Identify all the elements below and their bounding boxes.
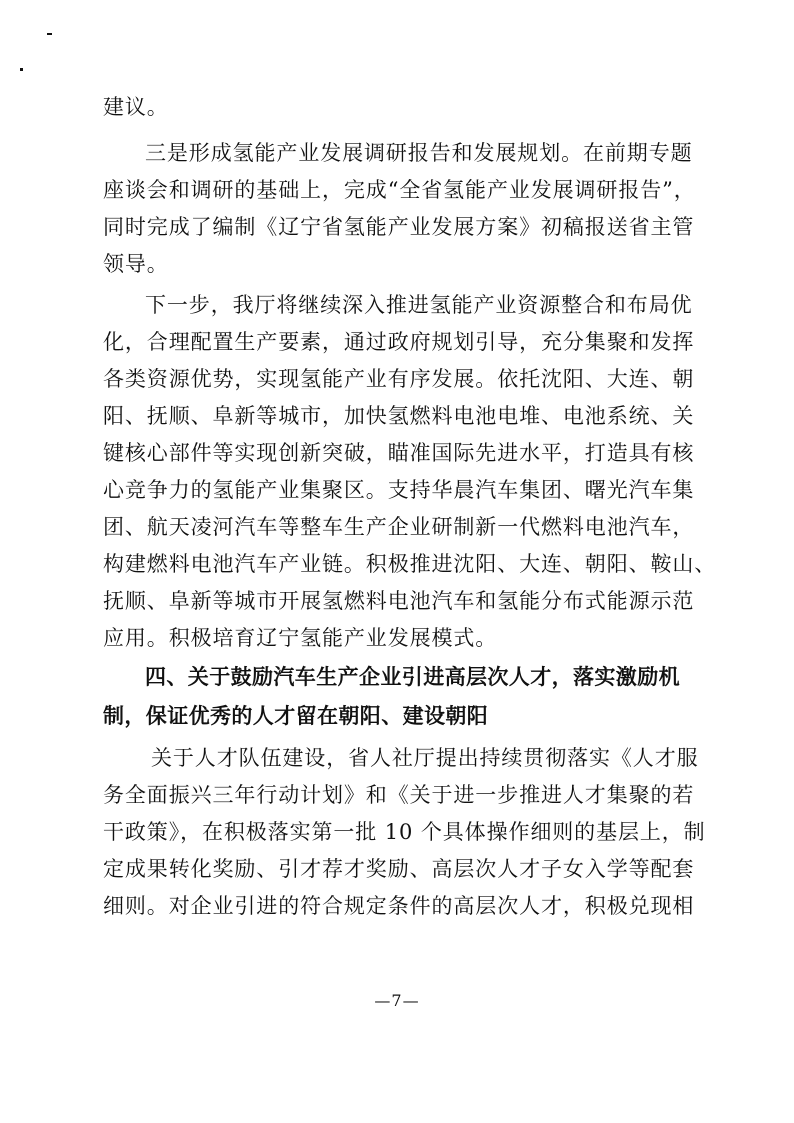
scan-mark [47, 33, 52, 35]
text-line: 阳、抚顺、阜新等城市，加快氢燃料电池电堆、电池系统、关 [103, 404, 695, 428]
text-line: 构建燃料电池汽车产业链。积极推进沈阳、大连、朝阳、鞍山、 [103, 552, 717, 576]
paragraph [103, 290, 717, 653]
text-line: 键核心部件等实现创新突破，瞄准国际先进水平，打造具有核 [103, 441, 695, 465]
page-number: —7— [374, 991, 420, 1010]
text-line: 三是形成氢能产业发展调研报告和发展规划。在前期专题 [145, 141, 693, 165]
text-line: 下一步，我厅将继续深入推进氢能产业资源整合和布局优 [145, 293, 693, 317]
text-line: 细则。对企业引进的符合规定条件的高层次人才，积极兑现相 [103, 894, 695, 918]
text-line: 应用。积极培育辽宁氢能产业发展模式。 [103, 626, 498, 650]
heading-line: 制，保证优秀的人才留在朝阳、建设朝阳 [103, 704, 489, 728]
text-line: 建议。 [103, 95, 169, 119]
text-line: 关于人才队伍建设，省人社厅提出持续贯彻落实《人才服 [151, 746, 699, 770]
paragraph [103, 138, 699, 279]
paragraph [103, 743, 706, 921]
text-line: 化，合理配置生产要素，通过政府规划引导，充分集聚和发挥 [103, 330, 695, 354]
text-line: 干政策》，在积极落实第一批 10 个具体操作细则的基层上，制 [103, 820, 706, 844]
section-heading [103, 662, 699, 731]
text-line: 定成果转化奖励、引才荐才奖励、高层次人才子女入学等配套 [103, 857, 695, 881]
text-line: 抚顺、阜新等城市开展氢燃料电池汽车和氢能分布式能源示范 [103, 589, 695, 613]
document-body [103, 92, 717, 921]
text-line: 同时完成了编制《辽宁省氢能产业发展方案》初稿报送省主管 [103, 215, 695, 239]
paragraph [103, 92, 699, 122]
text-line: 座谈会和调研的基础上，完成“全省氢能产业发展调研报告”， [103, 178, 696, 202]
text-line: 团、航天凌河汽车等整车生产企业研制新一代燃料电池汽车， [103, 515, 695, 539]
text-line: 心竞争力的氢能产业集聚区。支持华晨汽车集团、曙光汽车集 [103, 478, 695, 502]
text-line: 各类资源优势，实现氢能产业有序发展。依托沈阳、大连、朝 [103, 367, 695, 391]
text-line: 务全面振兴三年行动计划》和《关于进一步推进人才集聚的若 [103, 783, 695, 807]
text-line: 领导。 [103, 252, 169, 276]
scan-mark [20, 68, 23, 71]
heading-line: 四、关于鼓励汽车生产企业引进高层次人才，落实激励机 [145, 665, 680, 689]
